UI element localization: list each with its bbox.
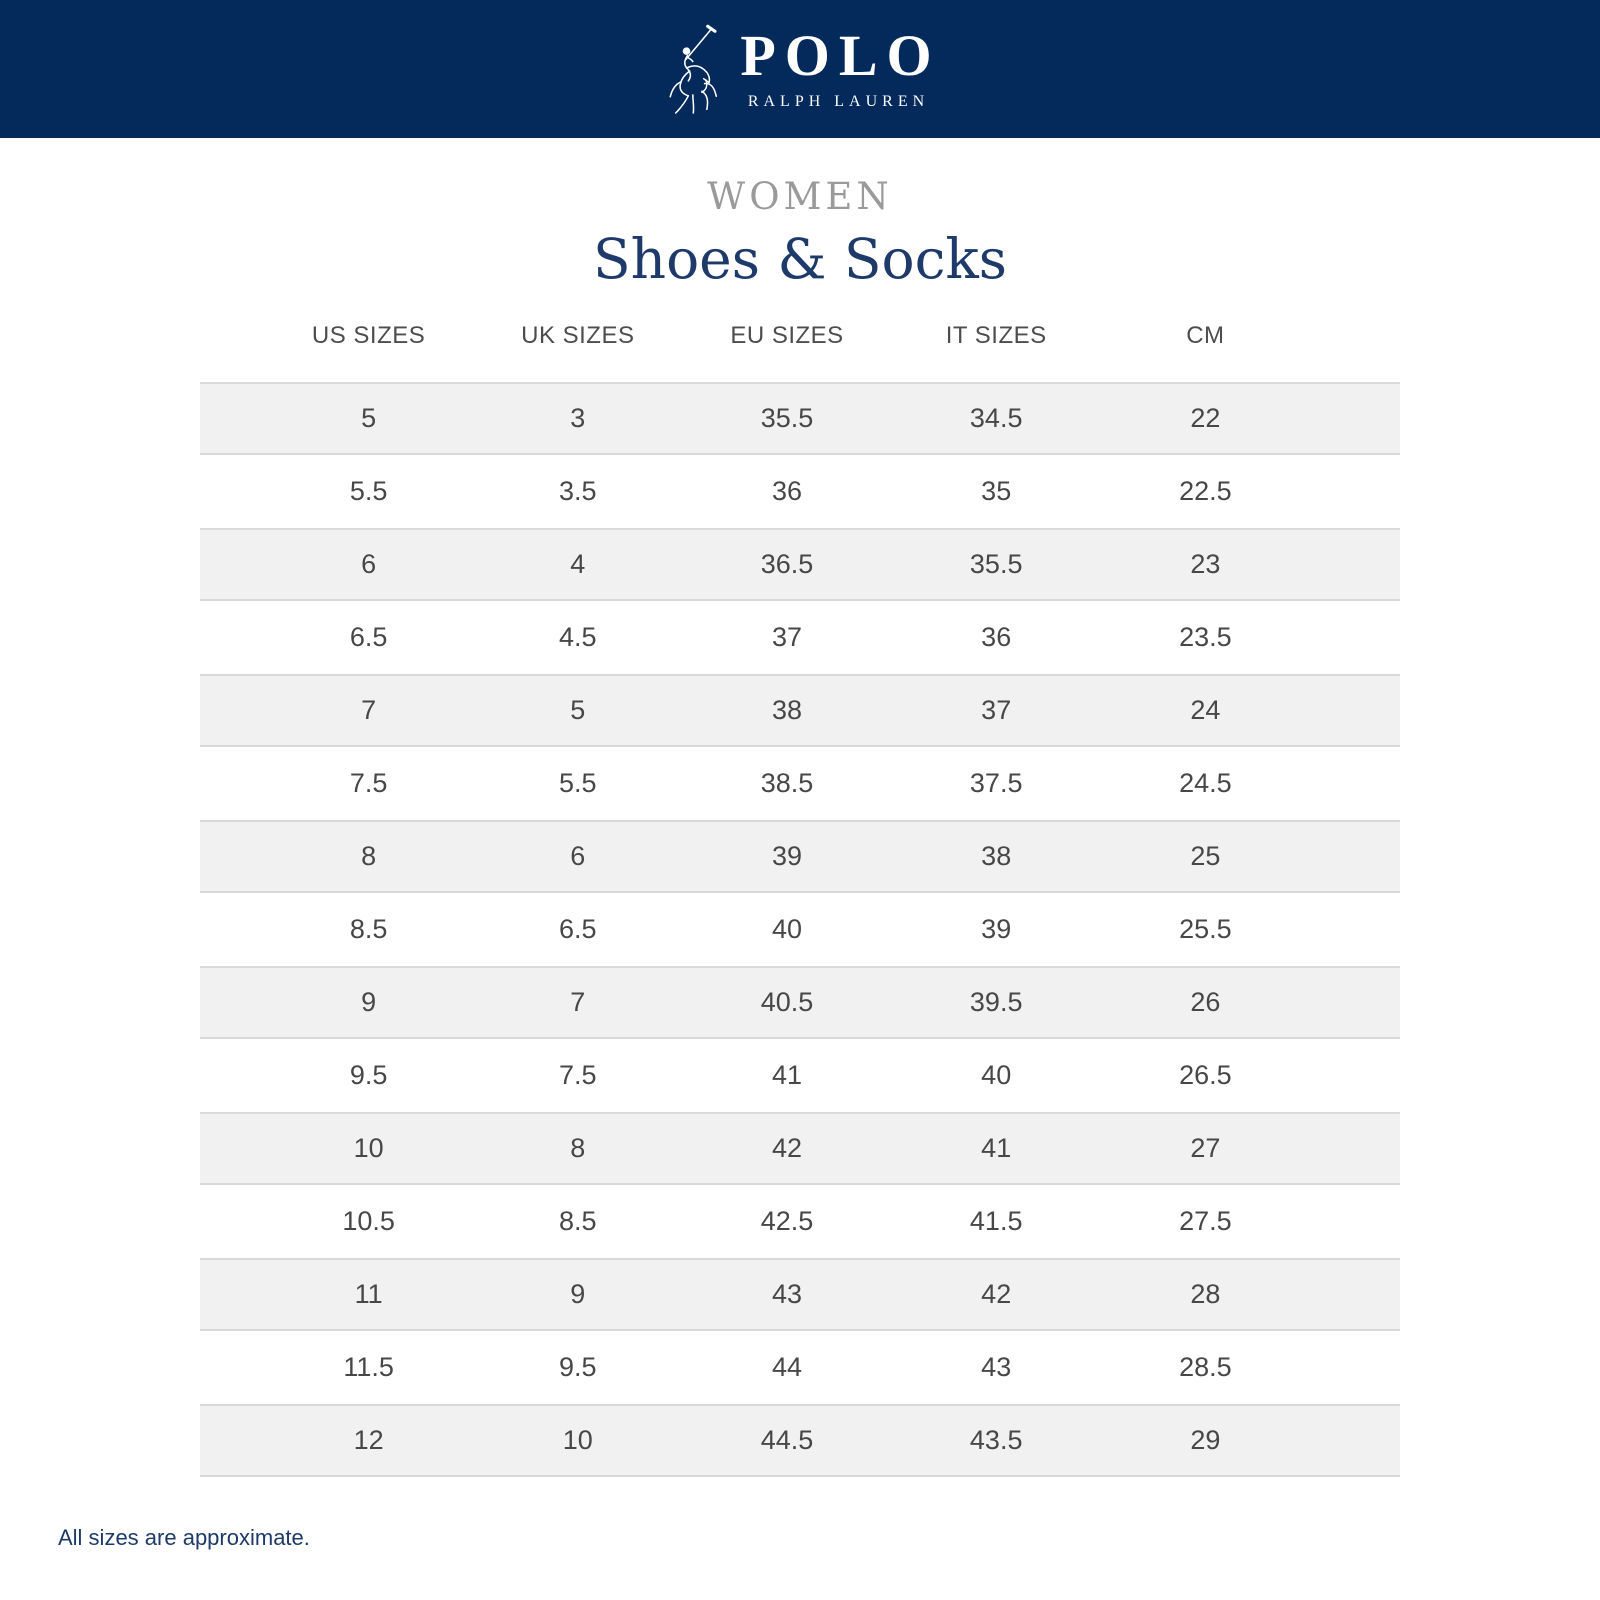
table-cell: 26.5 [1179,1060,1232,1090]
table-row [200,1331,1400,1404]
table-cell: 42.5 [760,1206,814,1236]
table-cell: 40 [771,914,803,944]
table-cell: 9.5 [559,1352,597,1382]
table-cell: 44.5 [760,1425,814,1455]
table-cell: 40.5 [760,987,814,1017]
polo-player-on-horse-icon [668,24,724,118]
table-cell: 40 [981,1060,1012,1090]
table-cell: 44 [771,1352,803,1382]
table-row [200,966,1400,1039]
table-cell: 35.5 [760,403,814,433]
table-cell: 37 [981,695,1012,725]
column-header: UK SIZES [521,321,635,349]
table-row [200,1112,1400,1185]
table-header-row [200,289,1400,382]
table-cell: 7 [361,695,377,725]
table-cell: 5.5 [559,768,597,798]
table-cell: 12 [353,1425,384,1455]
polo-ralph-lauren-logo [668,20,941,118]
table-cell: 43 [771,1279,803,1309]
table-cell: 9 [570,1279,586,1309]
table-cell: 28.5 [1179,1352,1232,1382]
column-header: US SIZES [311,321,426,349]
table-row [200,601,1400,674]
table-cell: 8.5 [559,1206,597,1236]
table-cell: 22 [1190,403,1221,433]
size-guide-content [0,175,1600,1553]
column-header: IT SIZES [945,321,1047,349]
table-cell: 6 [570,841,586,871]
table-cell: 23 [1190,549,1221,579]
size-conversion-table [200,289,1400,1477]
table-row [200,1258,1400,1331]
table-cell: 5 [361,403,377,433]
logo-wordmark: POLO [740,23,941,88]
table-cell: 8 [570,1133,586,1163]
table-cell: 37 [771,622,803,652]
table-cell: 4.5 [559,622,597,652]
table-row [200,674,1400,747]
table-cell: 25 [1190,841,1221,871]
table-cell: 10.5 [342,1206,395,1236]
table-cell: 10 [562,1425,593,1455]
table-cell: 42 [981,1279,1012,1309]
table-cell: 22.5 [1179,476,1232,506]
table-cell: 7.5 [559,1060,597,1090]
table-cell: 10 [353,1133,384,1163]
table-cell: 41.5 [969,1206,1023,1236]
table-cell: 41 [771,1060,803,1090]
page-title: Shoes & Socks [592,227,1008,291]
table-cell: 43.5 [969,1425,1023,1455]
table-cell: 43 [981,1352,1012,1382]
table-cell: 5 [570,695,586,725]
table-row [200,1404,1400,1477]
table-row [200,893,1400,966]
column-header: EU SIZES [730,321,844,349]
table-cell: 8 [361,841,377,871]
table-row [200,1039,1400,1112]
table-cell: 23.5 [1179,622,1232,652]
table-cell: 11.5 [343,1352,394,1382]
table-cell: 26 [1190,987,1221,1017]
table-cell: 24 [1190,695,1221,725]
table-cell: 36 [771,476,803,506]
table-cell: 38 [771,695,803,725]
table-cell: 9 [361,987,377,1017]
table-cell: 25.5 [1179,914,1232,944]
category-label: WOMEN [707,175,893,218]
table-cell: 39 [981,914,1012,944]
brand-header [0,0,1600,138]
table-cell: 29 [1190,1425,1221,1455]
table-cell: 27.5 [1179,1206,1232,1236]
table-cell: 4 [570,549,586,579]
logo-wordmark-sub: RALPH LAUREN [747,93,930,110]
table-cell: 35.5 [969,549,1023,579]
table-cell: 5.5 [349,476,388,506]
table-row [200,528,1400,601]
table-cell: 36.5 [760,549,814,579]
table-cell: 6.5 [349,622,388,652]
table-cell: 3.5 [559,476,597,506]
table-cell: 27 [1190,1133,1221,1163]
table-cell: 38.5 [760,768,814,798]
table-cell: 7.5 [349,768,388,798]
table-cell: 41 [981,1133,1012,1163]
table-cell: 35 [981,476,1012,506]
table-cell: 34.5 [969,403,1023,433]
table-cell: 39 [771,841,803,871]
table-cell: 28 [1190,1279,1221,1309]
table-row [200,382,1400,455]
logo-text [740,23,941,111]
table-cell: 8.5 [349,914,388,944]
table-row [200,455,1400,528]
table-cell: 3 [570,403,586,433]
table-cell: 9.5 [349,1060,388,1090]
table-cell: 42 [771,1133,803,1163]
table-body [200,382,1400,1477]
table-cell: 6.5 [559,914,597,944]
table-cell: 6 [361,549,377,579]
table-cell: 7 [570,987,586,1017]
footnote: All sizes are approximate. [58,1525,310,1550]
table-cell: 11 [354,1279,383,1309]
table-row [200,1185,1400,1258]
table-cell: 24.5 [1179,768,1232,798]
column-header: CM [1186,321,1225,349]
table-cell: 39.5 [969,987,1023,1017]
table-cell: 37.5 [969,768,1023,798]
table-row [200,747,1400,820]
table-cell: 36 [981,622,1012,652]
table-cell: 38 [981,841,1012,871]
table-row [200,820,1400,893]
